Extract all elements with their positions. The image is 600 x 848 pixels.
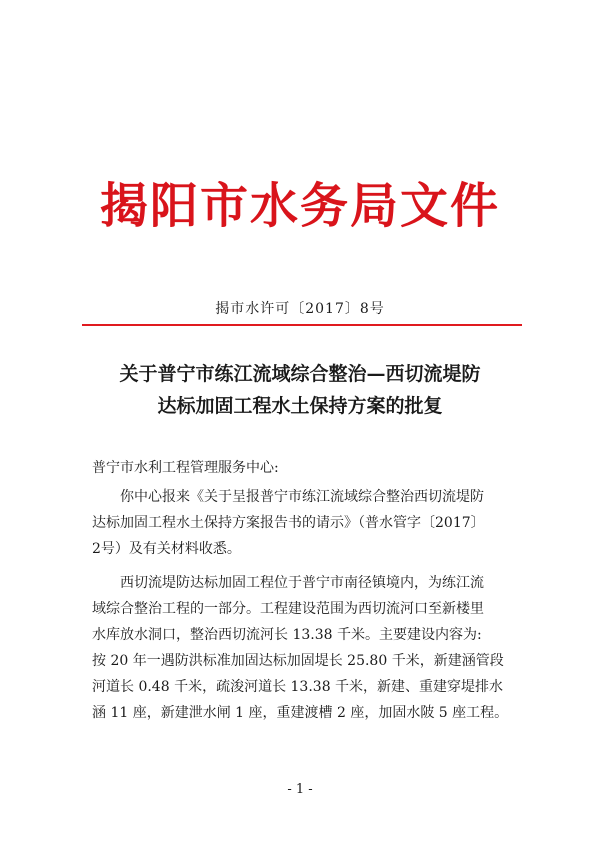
paragraph-line: 达标加固工程水土保持方案报告书的请示》（普水管字〔2017〕 [92,515,485,531]
red-divider-line [82,324,522,326]
paragraph-line: 你中心报来《关于呈报普宁市练江流域综合整治西切流堤防 [92,489,484,505]
body-paragraph-1 [92,484,522,562]
paragraph-line: 河道长 0.48 千米，疏浚河道长 13.38 千米，新建、重建穿堤排水 [92,679,504,695]
document-title [60,358,540,422]
paragraph-line: 域综合整治工程的一部分。工程建设范围为西切流河口至新楼里 [92,601,484,617]
addressee: 普宁市水利工程管理服务中心: [92,460,279,476]
page-number: - 1 - [287,782,313,797]
paragraph-line: 涵 11 座，新建泄水闸 1 座，重建渡槽 2 座，加固水陂 5 座工程。 [92,705,509,721]
document-title-line: 关于普宁市练江流域综合整治—西切流堤防 [119,363,481,385]
document-number: 揭市水许可〔2017〕8号 [215,301,385,317]
paragraph-line: 2号）及有关材料收悉。 [92,541,241,557]
body-paragraph-2 [92,570,522,726]
paragraph-line: 水库放水洞口，整治西切流河长 13.38 千米。主要建设内容为: [92,627,482,643]
issuing-organization-title: 揭阳市水务局文件 [99,178,500,234]
paragraph-line: 西切流堤防达标加固工程位于普宁市南径镇境内，为练江流 [92,575,484,591]
paragraph-line: 按 20 年一遇防洪标准加固达标加固堤长 25.80 千米，新建涵管段 [92,653,504,669]
document-title-line: 达标加固工程水土保持方案的批复 [157,395,443,417]
